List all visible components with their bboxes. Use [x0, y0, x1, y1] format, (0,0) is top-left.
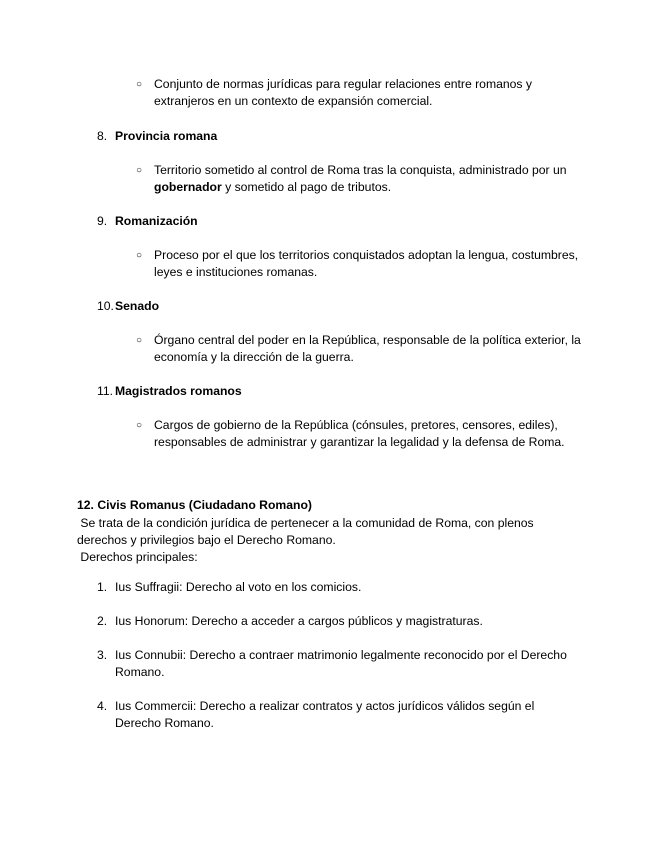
right-item [97, 698, 567, 732]
right-item [97, 647, 567, 681]
right-number: 4. [97, 699, 108, 713]
term-item-romanizacion [97, 213, 198, 230]
rights-heading: Derechos principales: [77, 550, 198, 564]
term-item-senado [97, 298, 159, 315]
right-text: Ius Connubii: Derecho a contraer matrimonio legalmente reconocido por el Derecho Romano. [115, 648, 567, 679]
bullet-text [154, 162, 586, 196]
hollow-bullet-icon: ○ [136, 250, 143, 261]
right-number: 3. [97, 648, 108, 662]
term-number: 8. [97, 129, 108, 143]
right-number: 2. [97, 614, 108, 628]
term-bullet-romanizacion [136, 247, 586, 281]
bullet-text-bold: gobernador [154, 180, 222, 194]
term-bullet-magistrados [136, 417, 586, 451]
intro-line: Se trata de la condición jurídica de pertenecer a la comunidad de Roma, con plenos [77, 516, 534, 530]
right-text: Ius Honorum: Derecho a acceder a cargos públicos y magistraturas. [115, 614, 483, 628]
term-item-provincia [97, 128, 217, 145]
hollow-bullet-icon: ○ [136, 420, 143, 431]
right-number: 1. [97, 580, 108, 594]
intro-line: derechos y privilegios bajo el Derecho Romano. [77, 533, 336, 547]
term-title: Senado [115, 299, 160, 313]
right-item [97, 613, 567, 630]
right-item [97, 579, 567, 596]
term-number: 10. [97, 299, 114, 313]
hollow-bullet-icon: ○ [136, 335, 143, 346]
right-text: Ius Suffragii: Derecho al voto en los comicios. [115, 580, 362, 594]
term-bullet-senado [136, 332, 586, 366]
bullet-text-part: Territorio sometido al control de Roma tras la conquista, administrado por un [154, 163, 567, 177]
bullet-text: Órgano central del poder en la República, responsable de la política exterior, la economía y la dirección de la guerra. [154, 333, 581, 364]
term-bullet-provincia [136, 162, 586, 196]
bullet-text-part: y sometido al pago de tributos. [221, 180, 392, 194]
prev-item-bullet [136, 76, 586, 110]
term-item-magistrados [97, 383, 242, 400]
hollow-bullet-icon: ○ [136, 165, 143, 176]
section-intro [77, 515, 577, 566]
bullet-text: Conjunto de normas jurídicas para regular relaciones entre romanos y extranjeros en un contexto de expansión comercial. [154, 77, 533, 108]
term-title: Magistrados romanos [115, 384, 242, 398]
hollow-bullet-icon: ○ [136, 79, 143, 90]
term-number: 11. [97, 384, 114, 398]
right-text: Ius Commercii: Derecho a realizar contratos y actos jurídicos válidos según el Derecho Romano. [115, 699, 535, 730]
bullet-text: Proceso por el que los territorios conquistados adoptan la lengua, costumbres, leyes e instituciones romanas. [154, 248, 579, 279]
bullet-text: Cargos de gobierno de la República (cónsules, pretores, censores, ediles), responsables de administrar y garantizar la legalidad y la defensa de Roma. [154, 418, 565, 449]
term-number: 9. [97, 214, 108, 228]
term-title: Romanización [115, 214, 198, 228]
term-title: Provincia romana [115, 129, 218, 143]
section-title: 12. Civis Romanus (Ciudadano Romano) [77, 498, 312, 512]
